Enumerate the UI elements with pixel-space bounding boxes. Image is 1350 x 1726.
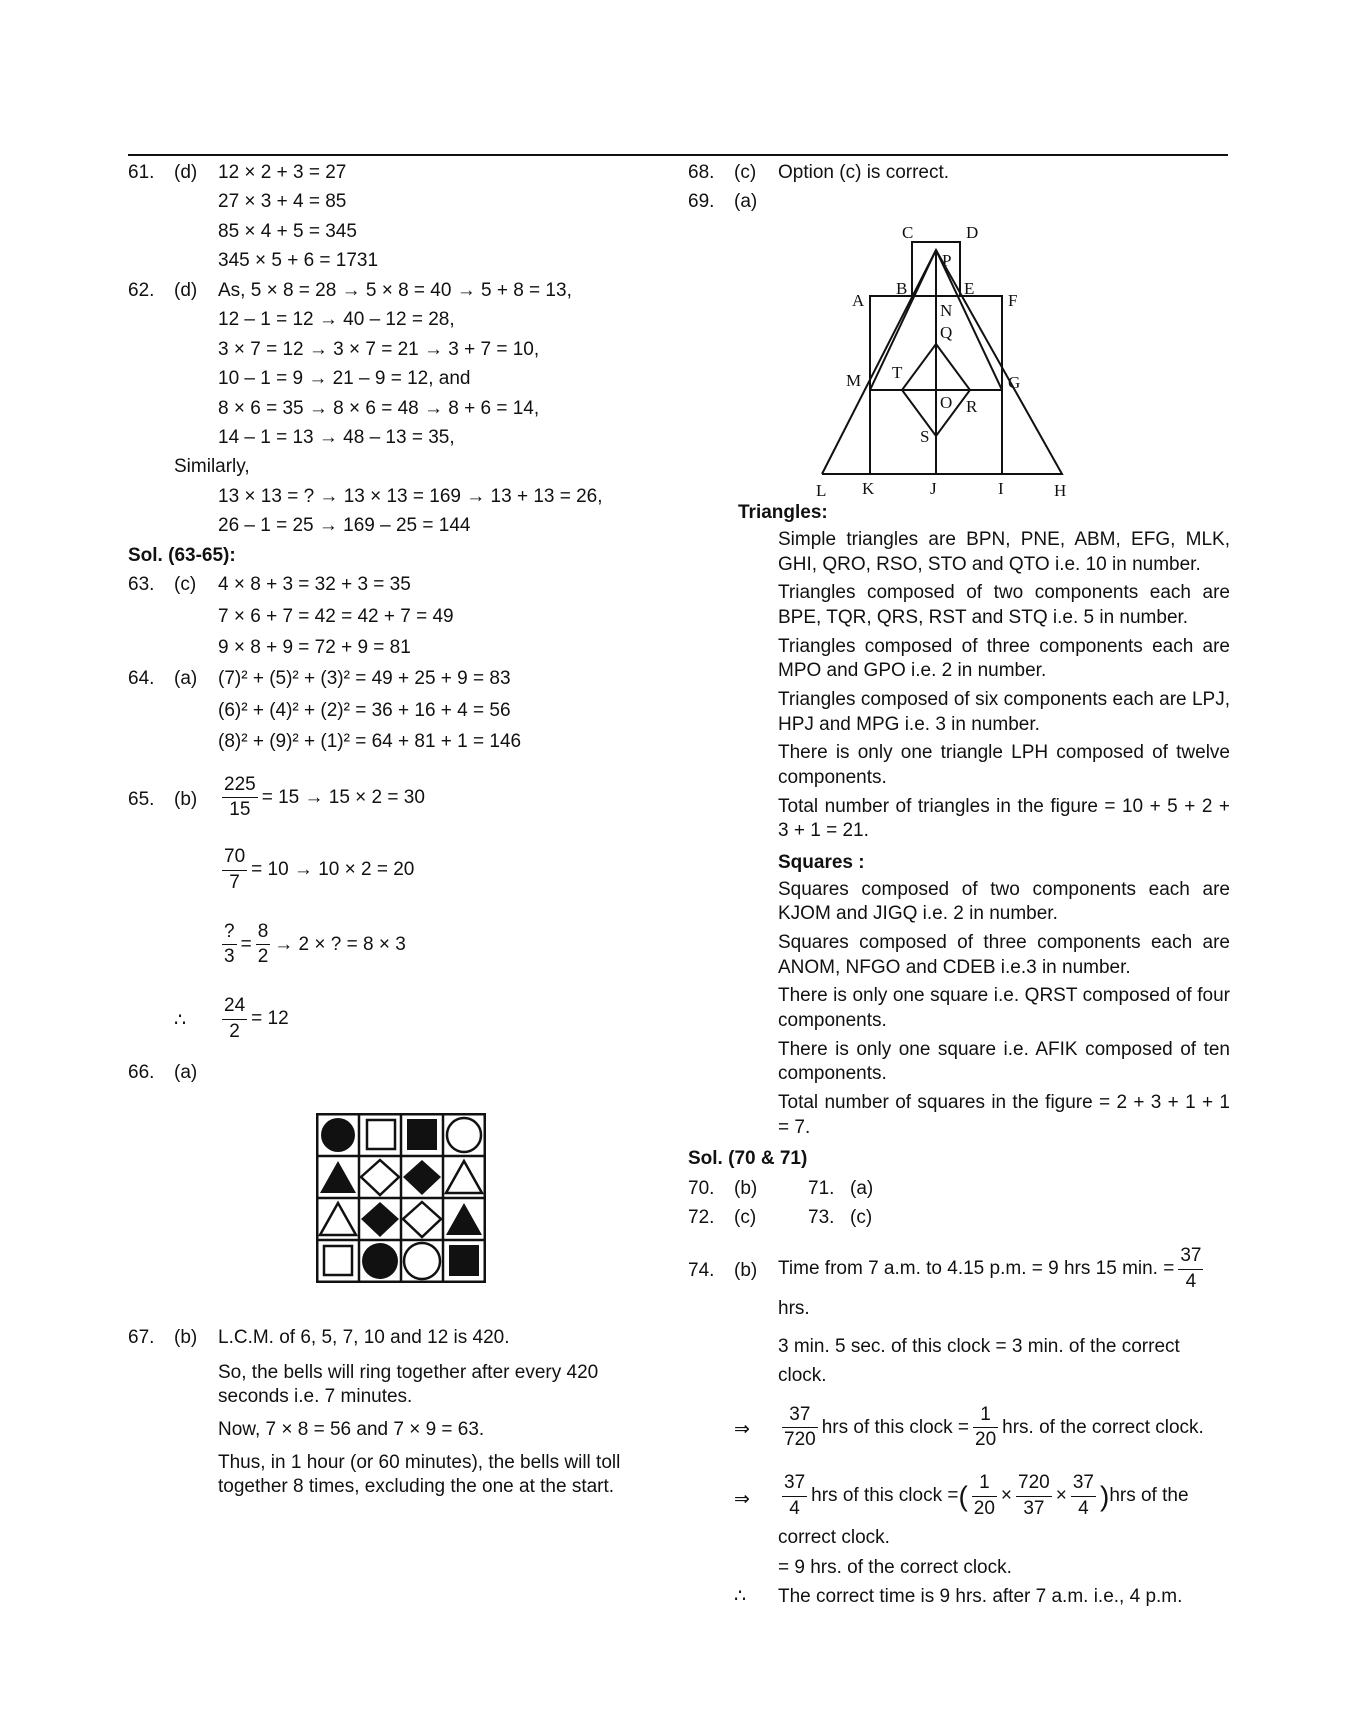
q72-number: 72.: [688, 1206, 715, 1228]
q69-number: 69.: [688, 191, 715, 213]
q70-option: (b): [734, 1177, 758, 1199]
q62-line-7: 13 × 13 = ? → 13 × 13 = 169 → 13 + 13 = 26,: [218, 485, 603, 507]
fig-label: F: [1008, 291, 1018, 311]
q70-number: 70.: [688, 1177, 715, 1199]
squares-para-1: Squares composed of two components each are KJOM and JIGQ i.e. 2 in number.: [778, 878, 1230, 925]
q62-line-8: 26 – 1 = 25 → 169 – 25 = 144: [218, 515, 471, 537]
triangle-square-figure: [816, 222, 1096, 502]
fraction: [782, 1403, 818, 1453]
q62-line-2: 12 – 1 = 12 → 40 – 12 = 28,: [218, 309, 455, 331]
q69-figure: [816, 222, 1096, 502]
q67-para-2: Now, 7 × 8 = 56 and 7 × 9 = 63.: [218, 1419, 485, 1441]
squares-para-4: There is only one square i.e. AFIK composed of ten components.: [778, 1038, 1230, 1085]
fig-label: H: [1054, 481, 1067, 501]
fig-label: B: [896, 279, 908, 299]
numerator: 37: [1071, 1471, 1096, 1497]
q67-option: (b): [174, 1327, 198, 1349]
fig-label: O: [940, 393, 953, 413]
q65-expr-1: [218, 773, 688, 823]
denominator: 2: [257, 946, 269, 968]
fig-label: D: [966, 223, 979, 243]
q65-result-4: = 12: [251, 1008, 289, 1030]
numerator: 1: [973, 1403, 998, 1429]
numerator: 70: [222, 845, 247, 871]
left-paren: (: [958, 1480, 968, 1512]
squares-para-2: Squares composed of three components each are ANOM, NFGO and CDEB i.e.3 in number.: [778, 931, 1230, 978]
q74-line-4: [778, 1471, 1230, 1521]
numerator: 225: [222, 773, 258, 799]
fig-label: S: [920, 427, 930, 447]
q72-option: (c): [734, 1206, 757, 1228]
denominator: 37: [1023, 1497, 1045, 1519]
q74-text-3b: hrs. of the correct clock.: [1002, 1416, 1204, 1438]
q71-option: (a): [850, 1177, 874, 1199]
numerator: 37: [782, 1471, 807, 1497]
numerator: 37: [782, 1403, 818, 1429]
fraction: [973, 1403, 998, 1453]
q67-line-1: L.C.M. of 6, 5, 7, 10 and 12 is 420.: [218, 1327, 510, 1349]
q65-expr-4-row: [128, 994, 688, 1044]
fig-label: R: [966, 397, 978, 417]
q71-number: 71.: [808, 1177, 835, 1199]
q74-text-1b: hrs.: [778, 1298, 810, 1320]
fraction: [1071, 1471, 1096, 1521]
fraction: [782, 1471, 807, 1521]
q74-line-4-row: [688, 1471, 1230, 1521]
fraction: [222, 773, 258, 823]
fig-label: J: [930, 479, 937, 499]
numerator: 8: [256, 920, 271, 946]
implies-symbol: ⇒: [734, 1488, 750, 1510]
denominator: 2: [229, 1020, 240, 1042]
fig-label: A: [852, 291, 865, 311]
denominator: 15: [229, 799, 251, 821]
q65-result-1: = 15 → 15 × 2 = 30: [261, 786, 425, 808]
q63-number: 63.: [128, 574, 155, 596]
q64-option: (a): [174, 668, 198, 690]
right-paren: ): [1099, 1480, 1110, 1512]
times: ×: [1000, 1485, 1013, 1507]
fraction: [222, 994, 247, 1044]
q62-option: (d): [174, 279, 198, 301]
numerator: 24: [222, 994, 247, 1020]
triangles-para-6: Total number of triangles in the figure = 10 + 5 + 2 + 3 + 1 = 21.: [778, 795, 1230, 842]
q74-line-5: correct clock.: [778, 1527, 890, 1549]
q62-similarly: Similarly,: [174, 456, 250, 478]
triangles-heading: Triangles:: [738, 502, 828, 524]
fig-label: M: [846, 371, 862, 391]
q67-line: [128, 1323, 688, 1352]
q68-text: Option (c) is correct.: [778, 162, 950, 183]
q74-text-1: Time from 7 a.m. to 4.15 p.m. = 9 hrs 15 min. =: [778, 1258, 1175, 1280]
fraction: [222, 920, 237, 970]
sol-63-65-heading: Sol. (63-65):: [128, 544, 236, 566]
q61-number: 61.: [128, 162, 155, 183]
squares-heading: Squares :: [778, 852, 865, 874]
q65-expr-2: [218, 845, 688, 895]
q74-text-4b: hrs of the: [1109, 1485, 1189, 1507]
fraction: [1016, 1471, 1052, 1521]
q74-text-3: hrs of this clock =: [821, 1416, 970, 1438]
q61-line-4: 345 × 5 + 6 = 1731: [218, 250, 379, 272]
squares-para-3: There is only one square i.e. QRST composed of four components.: [778, 985, 1230, 1031]
denominator: 720: [784, 1429, 816, 1451]
q61-line: [128, 158, 688, 187]
q65-result-3: → 2 × ? = 8 × 3: [274, 933, 406, 955]
q74-line-1: [778, 1244, 1230, 1324]
triangles-para-4: Triangles composed of six components each are LPJ, HPJ and MPG i.e. 3 in number.: [778, 689, 1230, 735]
q68-number: 68.: [688, 162, 715, 183]
sol-70-71-heading: Sol. (70 & 71): [688, 1148, 808, 1170]
q61-line-1: 12 × 2 + 3 = 27: [218, 162, 347, 183]
fig-label: T: [892, 363, 903, 383]
q63-line-2: 7 × 6 + 7 = 42 = 42 + 7 = 49: [218, 605, 454, 627]
q62-line-4: 10 – 1 = 9 → 21 – 9 = 12, and: [218, 368, 471, 390]
q65-line: [128, 773, 688, 823]
q73-option: (c): [850, 1206, 873, 1228]
fig-label: I: [998, 479, 1004, 499]
q64-line-2: (6)² + (4)² + (2)² = 36 + 16 + 4 = 56: [218, 699, 511, 721]
fig-label: P: [942, 251, 952, 271]
q62-line: [128, 276, 688, 305]
fig-label: L: [816, 481, 827, 501]
denominator: 20: [973, 1497, 995, 1519]
numerator: ?: [222, 920, 237, 946]
triangles-para-5: There is only one triangle LPH composed of twelve components.: [778, 742, 1230, 789]
denominator: 4: [789, 1497, 800, 1519]
q66-figure: [316, 1113, 486, 1283]
fraction: [972, 1471, 997, 1521]
numerator: 1: [972, 1471, 997, 1497]
q67-para-1: So, the bells will ring together after every 420 seconds i.e. 7 minutes.: [218, 1361, 599, 1408]
q69-line: [688, 187, 1230, 216]
header-rule: [128, 154, 1228, 156]
fraction: [256, 920, 271, 970]
triangles-para-3: Triangles composed of three components each are MPO and GPO i.e. 2 in number.: [778, 635, 1230, 682]
numerator: 37: [1178, 1244, 1203, 1270]
q65-number: 65.: [128, 788, 155, 810]
q72-line: [688, 1203, 1230, 1232]
fraction: [1178, 1244, 1203, 1294]
fig-label: E: [964, 279, 975, 299]
q74-option: (b): [734, 1259, 758, 1281]
fig-label: C: [902, 223, 914, 243]
fraction: [222, 845, 247, 895]
q66-line: [128, 1058, 688, 1087]
q65-result-2: = 10 → 10 × 2 = 20: [251, 859, 415, 881]
q62-line-6: 14 – 1 = 13 → 48 – 13 = 35,: [218, 426, 455, 448]
fig-label: Q: [940, 323, 953, 343]
q67-number: 67.: [128, 1327, 155, 1349]
q70-line: [688, 1174, 1230, 1203]
triangles-para-1: Simple triangles are BPN, PNE, ABM, EFG, MLK, GHI, QRO, RSO, STO and QTO i.e. 10 in number.: [778, 528, 1230, 575]
q64-line-3: (8)² + (9)² + (1)² = 64 + 81 + 1 = 146: [218, 731, 522, 753]
q74-text-4: hrs of this clock =: [811, 1485, 959, 1507]
q67-para-3: Thus, in 1 hour (or 60 minutes), the bells will toll together 8 times, excluding the one at the start.: [218, 1451, 621, 1498]
q63-line: [128, 570, 688, 599]
q74-line-7: The correct time is 9 hrs. after 7 a.m. i.e., 4 p.m.: [778, 1586, 1183, 1608]
fig-label: G: [1008, 373, 1021, 393]
times: ×: [1055, 1485, 1067, 1507]
q65-option: (b): [174, 788, 198, 810]
q61-line-2: 27 × 3 + 4 = 85: [218, 191, 347, 213]
q63-line-1: 4 × 8 + 3 = 32 + 3 = 35: [218, 574, 411, 596]
q64-line: [128, 664, 688, 693]
q62-line-3: 3 × 7 = 12 → 3 × 7 = 21 → 3 + 7 = 10,: [218, 338, 540, 360]
q74-line: [688, 1244, 1230, 1324]
denominator: 3: [224, 946, 235, 968]
q74-line-6: = 9 hrs. of the correct clock.: [778, 1556, 1012, 1578]
q68-line: [688, 158, 1230, 187]
q65-expr-3: [218, 920, 688, 970]
left-column: [128, 158, 688, 1504]
denominator: 7: [229, 871, 240, 893]
q64-number: 64.: [128, 668, 155, 690]
q61-line-3: 85 × 4 + 5 = 345: [218, 220, 357, 242]
numerator: 720: [1016, 1471, 1052, 1497]
therefore-symbol: ∴: [174, 1009, 187, 1031]
q65-expr-4: [218, 994, 688, 1044]
q63-option: (c): [174, 574, 197, 596]
q74-line-3-row: [688, 1403, 1230, 1453]
q74-number: 74.: [688, 1259, 715, 1281]
q74-line-7-row: [688, 1582, 1230, 1611]
q64-line-1: (7)² + (5)² + (3)² = 49 + 25 + 9 = 83: [218, 668, 511, 690]
right-column: [688, 158, 1230, 1612]
q73-number: 73.: [808, 1206, 835, 1228]
fig-label: K: [862, 479, 875, 499]
implies-symbol: ⇒: [734, 1418, 750, 1440]
q74-line-2: 3 min. 5 sec. of this clock = 3 min. of the correct clock.: [778, 1335, 1180, 1387]
equals: =: [240, 933, 252, 955]
q61-option: (d): [174, 162, 198, 183]
denominator: 4: [1185, 1270, 1197, 1292]
q62-line-5: 8 × 6 = 35 → 8 × 6 = 48 → 8 + 6 = 14,: [218, 397, 540, 419]
q66-option: (a): [174, 1062, 198, 1084]
triangles-para-2: Triangles composed of two components each are BPE, TQR, QRS, RST and STQ i.e. 5 in number.: [778, 582, 1230, 628]
q62-number: 62.: [128, 279, 155, 301]
q63-line-3: 9 × 8 + 9 = 72 + 9 = 81: [218, 637, 411, 658]
fig-label: N: [940, 301, 953, 321]
shape-grid: [316, 1113, 486, 1283]
q66-number: 66.: [128, 1062, 155, 1084]
squares-para-5: Total number of squares in the figure = 2 + 3 + 1 + 1 = 7.: [778, 1092, 1230, 1138]
q62-line-1: As, 5 × 8 = 28 → 5 × 8 = 40 → 5 + 8 = 13,: [218, 279, 572, 301]
denominator: 4: [1078, 1497, 1089, 1519]
q74-line-3: [778, 1403, 1230, 1453]
q68-option: (c): [734, 162, 757, 183]
therefore-symbol: ∴: [734, 1586, 747, 1608]
denominator: 20: [975, 1429, 997, 1451]
q69-option: (a): [734, 191, 758, 213]
